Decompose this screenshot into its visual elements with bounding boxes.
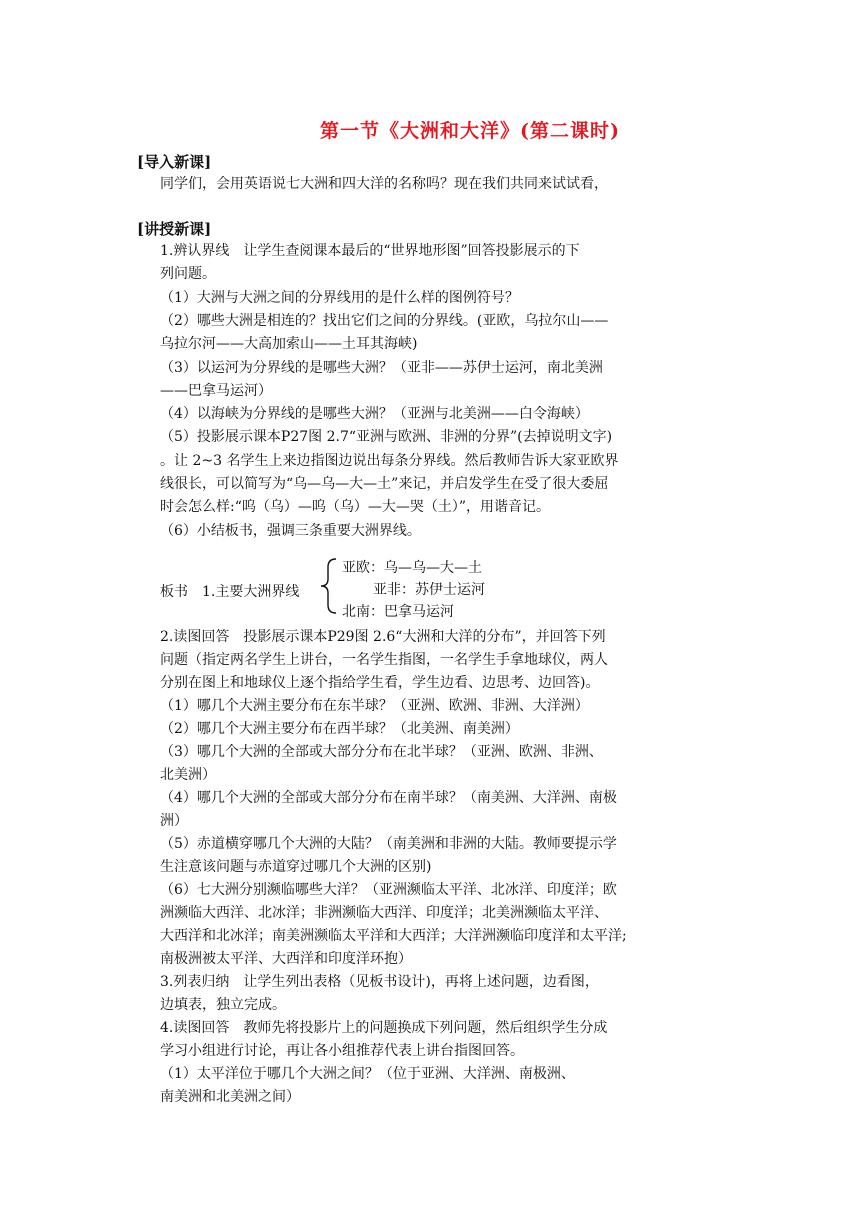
board-item-asia-europe: 亚欧：乌—乌—大—土: [342, 560, 482, 576]
board-item-north-south-america: 北南：巴拿马运河: [342, 604, 454, 620]
text-line: 生注意该问题与赤道穿过哪几个大洲的区别): [160, 859, 432, 875]
text-line: （6）七大洲分别濒临哪些大洋？（亚洲濒临太平洋、北冰洋、印度洋；欧: [160, 882, 617, 898]
board-label: 板书 1.主要大洲界线: [160, 584, 300, 600]
page-title: 第一节《大洲和大洋》(第二课时): [320, 120, 620, 142]
text-line: （1）太平洋位于哪几个大洲之间？（位于亚洲、大洋洲、南极洲、: [160, 1066, 575, 1082]
text-line: 。让 2~3 名学生上来边指图边说出每条分界线。然后教师告诉大家亚欧界: [160, 452, 619, 469]
text-line: （1）大洲与大洲之间的分界线用的是什么样的图例符号？: [160, 289, 519, 306]
text-line: 问题（指定两名学生上讲台，一名学生指图，一名学生手拿地球仪，两人: [160, 652, 608, 668]
text-line: 北美洲）: [160, 767, 216, 783]
text-line: 边填表，独立完成。: [160, 997, 286, 1013]
text-line: （4）哪几个大洲的全部或大部分分布在南半球？（南美洲、大洋洲、南极: [160, 790, 617, 806]
text-line: （1）哪几个大洲主要分布在东半球？（亚洲、欧洲、非洲、大洋洲）: [160, 698, 589, 714]
board-item-asia-africa: 亚非：苏伊士运河: [373, 582, 485, 598]
section-heading-lecture: [讲授新课]: [137, 220, 212, 238]
text-line: 列问题。: [160, 266, 216, 283]
text-line: 洲濒临大西洋、北冰洋；非洲濒临大西洋、印度洋；北美洲濒临太平洋、: [160, 905, 608, 921]
curly-brace-icon: [318, 557, 340, 615]
text-line: （5）赤道横穿哪几个大洲的大陆？（南美洲和非洲的大陆。教师要提示学: [160, 836, 617, 852]
text-line: 南极洲被太平洋、大西洋和印度洋环抱）: [160, 951, 412, 967]
text-line: （6）小结板书，强调三条重要大洲界线。: [160, 522, 421, 539]
text-line: （4）以海峡为分界线的是哪些大洲？（亚洲与北美洲——白令海峡）: [160, 406, 589, 423]
text-line: 洲）: [160, 813, 188, 829]
text-line: 南美洲和北美洲之间）: [160, 1089, 300, 1105]
text-line: 2.读图回答 投影展示课本P29图 2.6“大洲和大洋的分布”，并回答下列: [160, 629, 606, 645]
text-line: 学习小组进行讨论，再让各小组推荐代表上讲台指图回答。: [160, 1043, 524, 1059]
text-line: ——巴拿马运河）: [160, 382, 272, 399]
text-line: 1.辨认界线 让学生查阅课本最后的“世界地形图”回答投影展示的下: [160, 243, 580, 259]
text-line: 大西洋和北冰洋；南美洲濒临太平洋和大西洋；大洋洲濒临印度洋和太平洋;: [160, 928, 627, 944]
text-line: 分别在图上和地球仪上逐个指给学生看，学生边看、边思考、边回答)。: [160, 675, 600, 691]
section-heading-intro: [导入新课]: [137, 153, 212, 171]
text-line: 3.列表归纳 让学生列出表格（见板书设计)，再将上述问题，边看图，: [160, 974, 599, 990]
text-line: （5）投影展示课本P27图 2.7“亚洲与欧洲、非洲的分界”(去掉说明文字): [160, 429, 613, 446]
intro-paragraph: 同学们，会用英语说七大洲和四大洋的名称吗？现在我们共同来试试看，: [160, 176, 608, 192]
text-line: （2）哪些大洲是相连的？找出它们之间的分界线。(亚欧，乌拉尔山——: [160, 312, 609, 329]
text-line: （3）哪几个大洲的全部或大部分分布在北半球？（亚洲、欧洲、非洲、: [160, 744, 603, 760]
text-line: （3）以运河为分界线的是哪些大洲？（亚非——苏伊士运河，南北美洲: [160, 359, 603, 376]
text-line: 乌拉尔河——大高加索山——土耳其海峡): [160, 336, 418, 353]
text-line: 时会怎么样:“呜（乌）—呜（乌）—大—哭（土）”，用谐音记。: [160, 499, 551, 516]
text-line: （2）哪几个大洲主要分布在西半球？（北美洲、南美洲）: [160, 721, 519, 737]
text-line: 线很长，可以简写为“乌—乌—大—土”来记，并启发学生在受了很大委屈: [160, 476, 609, 492]
text-line: 4.读图回答 教师先将投影片上的问题换成下列问题，然后组织学生分成: [160, 1020, 608, 1036]
